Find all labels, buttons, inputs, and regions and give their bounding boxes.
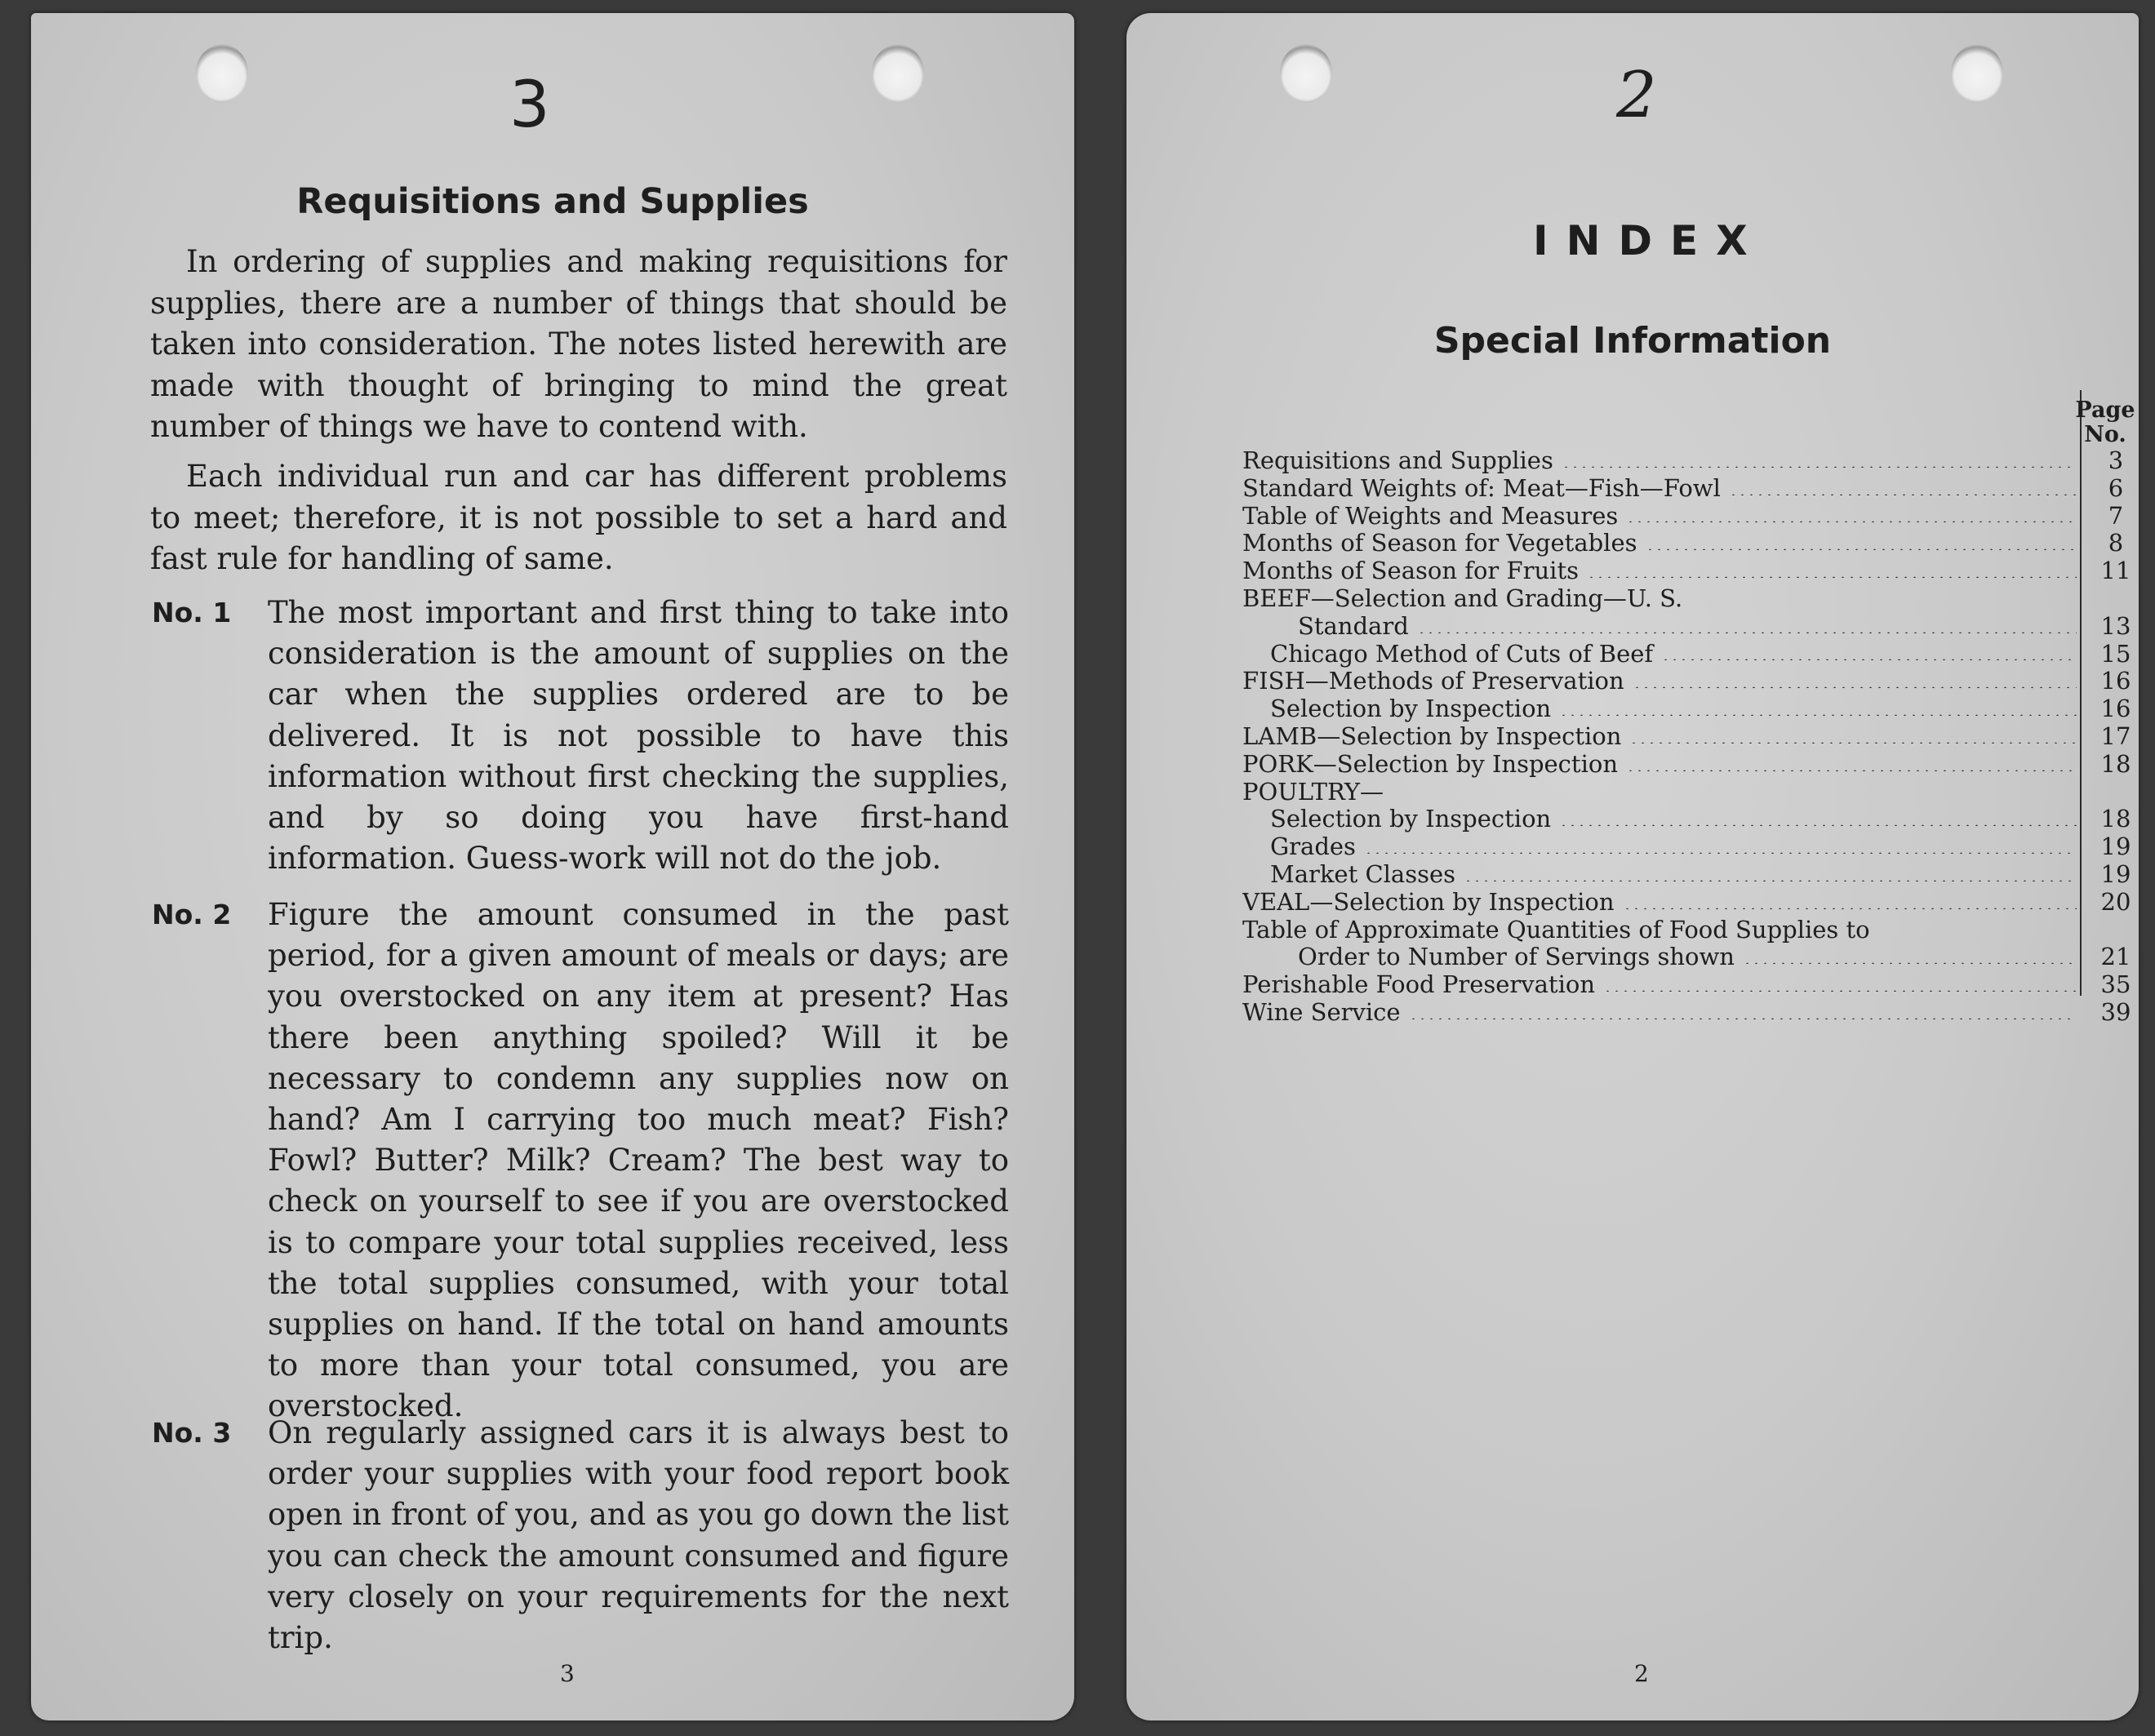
- left-page: [31, 13, 1074, 1720]
- punch-hole-left-1: [196, 44, 248, 103]
- index-subtitle: Special Information: [1433, 320, 1832, 362]
- index-entry-text: Months of Season for Vegetables: [1242, 530, 1637, 557]
- punch-hole-right-1: [1280, 44, 1332, 103]
- index-entry-text: Perishable Food Preservation: [1242, 971, 1595, 999]
- index-entry-text: Table of Weights and Measures: [1242, 502, 1619, 530]
- index-entry: [1242, 641, 2083, 668]
- numbered-item: [152, 1413, 1009, 1674]
- index-page-number: 35: [2100, 970, 2131, 999]
- leader-dots: [1587, 576, 2077, 578]
- numbered-item: [152, 593, 1009, 886]
- index-page-number: [2091, 779, 2140, 806]
- index-title: INDEX: [1533, 217, 1766, 264]
- punch-hole-left-2: [872, 44, 924, 103]
- index-entry-text: Standard Weights of: Meat—Fish—Fowl: [1242, 474, 1721, 502]
- index-entry-text: BEEF—Selection and Grading—U. S.: [1242, 584, 1683, 612]
- index-entry-text: FISH—Methods of Preservation: [1242, 668, 1624, 695]
- leader-dots: [1417, 632, 2077, 633]
- index-entry: [1242, 833, 2083, 861]
- index-page-number: 11: [2100, 557, 2131, 585]
- page-number: 2: [1634, 1660, 1649, 1687]
- index-entry-text: Wine Service: [1242, 998, 1401, 1026]
- leader-dots: [1562, 466, 2077, 468]
- intro-text: [150, 242, 1007, 580]
- leader-dots: [1603, 990, 2077, 992]
- index-page-number: 18: [2100, 805, 2131, 833]
- index-page-number: 20: [2100, 887, 2131, 916]
- header-line: Page: [2075, 397, 2135, 423]
- index-entry-text: LAMB—Selection by Inspection: [1242, 722, 1622, 750]
- index-entry: [1242, 475, 2083, 503]
- index-entries: [1242, 447, 2083, 1027]
- leader-dots: [1646, 548, 2077, 550]
- leader-dots: [1464, 880, 2077, 881]
- index-page-number: 19: [2100, 859, 2131, 888]
- index-entry-text: Chicago Method of Cuts of Beef: [1270, 640, 1654, 668]
- index-entry: [1242, 971, 2083, 999]
- index-entry-text: Market Classes: [1270, 860, 1456, 888]
- index-page-number: 13: [2100, 611, 2131, 640]
- index-page-number: 19: [2100, 832, 2131, 861]
- index-entry: [1242, 695, 2083, 723]
- item-label: No. 3: [152, 1417, 232, 1449]
- index-entry-text: Grades: [1270, 833, 1356, 861]
- handwritten-folio: 2: [1616, 59, 1657, 132]
- leader-dots: [1623, 908, 2077, 909]
- index-page-number: 8: [2108, 529, 2124, 557]
- item-label: No. 1: [152, 597, 232, 628]
- item-text: The most important and first thing to take into consideration is the amount of supplies on the car when the supplies ordered are to be delivered. It is not possible to have this information without first checking the supplies, and by so doing you have first-hand information. Guess-work will not do the job.: [268, 595, 1009, 877]
- item-text: Figure the amount consumed in the past period, for a given amount of meals or days; are you overstocked on any item at present? Has there been anything spoiled? Will it be necessary to condemn any supplies now on hand? Am I carrying too much meat? Fish? Fowl? Butter? Milk? Cream? The best way to check on yourself to see if you are overstocked is to compare your total supplies received, less the total supplies consumed, with your total supplies on hand. If the total on hand amounts to more than your total consumed, you are overstocked.: [268, 897, 1009, 1424]
- header-line: No.: [2084, 422, 2126, 447]
- leader-dots: [1559, 824, 2077, 826]
- index-entry: [1242, 999, 2083, 1027]
- item-text: On regularly assigned cars it is always best to order your supplies with your food report book open in front of you, and as you go down the list you can check the amount consumed and figure very closely on your requirements for the next trip.: [268, 1415, 1009, 1656]
- index-entry: [1242, 806, 2083, 833]
- leader-dots: [1743, 962, 2077, 964]
- item-label: No. 2: [152, 899, 232, 930]
- index-page-number: 21: [2100, 943, 2131, 971]
- numbered-item: [152, 895, 1009, 1424]
- index-entry: [1242, 751, 2083, 779]
- index-entry-text: Months of Season for Fruits: [1242, 557, 1579, 585]
- index-entry: [1242, 613, 2083, 641]
- index-entry-text: PORK—Selection by Inspection: [1242, 750, 1618, 778]
- index-entry: [1242, 779, 2083, 806]
- leader-dots: [1661, 659, 2077, 660]
- index-entry-text: VEAL—Selection by Inspection: [1242, 888, 1615, 916]
- index-page-number: [2091, 917, 2140, 944]
- leader-dots: [1629, 742, 2077, 744]
- index-page-number: 3: [2108, 446, 2124, 474]
- index-entry-text: Selection by Inspection: [1270, 695, 1552, 723]
- index-entry-text: Table of Approximate Quantities of Food Supplies to: [1242, 916, 1870, 943]
- paragraph: In ordering of supplies and making requisitions for supplies, there are a number of things that should be taken into consideration. The notes listed herewith are made with thought of bringing to mind the great number of things we have to contend with.: [150, 244, 1007, 445]
- index-page-number: 6: [2108, 473, 2124, 502]
- leader-dots: [1729, 494, 2077, 495]
- leader-dots: [1633, 686, 2077, 688]
- index-entry: [1242, 943, 2083, 971]
- index-page-number: 16: [2100, 695, 2131, 723]
- index-entry: [1242, 723, 2083, 751]
- index-page-number: 15: [2100, 639, 2131, 668]
- index-entry: [1242, 557, 2083, 585]
- index-entry-text: Requisitions and Supplies: [1242, 447, 1553, 474]
- index-entry: [1242, 530, 2083, 557]
- punch-hole-right-2: [1951, 44, 2003, 103]
- index-entry: [1242, 585, 2083, 613]
- right-page: [1126, 13, 2139, 1720]
- leader-dots: [1626, 770, 2077, 771]
- index-entry-text: Standard: [1298, 612, 1409, 640]
- index-entry: [1242, 503, 2083, 531]
- index-page-number: 16: [2100, 667, 2131, 695]
- leader-dots: [1364, 852, 2077, 854]
- leader-dots: [1409, 1018, 2077, 1019]
- index-entry: [1242, 889, 2083, 917]
- page-column-header: [2060, 398, 2150, 447]
- index-entry: [1242, 861, 2083, 889]
- index-entry: [1242, 917, 2083, 944]
- index-entry-text: Selection by Inspection: [1270, 806, 1552, 833]
- index-entry: [1242, 668, 2083, 695]
- paragraph: Each individual run and car has different problems to meet; therefore, it is not possible to set a hard and fast rule for handling of same.: [150, 458, 1007, 577]
- index-page-number: 17: [2100, 721, 2131, 750]
- index-entry-text: POULTRY—: [1242, 778, 1384, 806]
- page-numbers-column: [2091, 447, 2140, 1027]
- page-number: 3: [560, 1660, 575, 1687]
- handwritten-folio: 3: [509, 69, 550, 142]
- index-page-number: 7: [2108, 501, 2124, 530]
- leader-dots: [1559, 714, 2077, 716]
- index-entry-text: Order to Number of Servings shown: [1298, 943, 1735, 971]
- leader-dots: [1626, 521, 2077, 522]
- index-entry: [1242, 447, 2083, 475]
- index-page-number: [2091, 585, 2140, 613]
- index-page-number: 18: [2100, 749, 2131, 778]
- page-title: Requisitions and Supplies: [296, 181, 809, 222]
- index-page-number: 39: [2100, 997, 2131, 1026]
